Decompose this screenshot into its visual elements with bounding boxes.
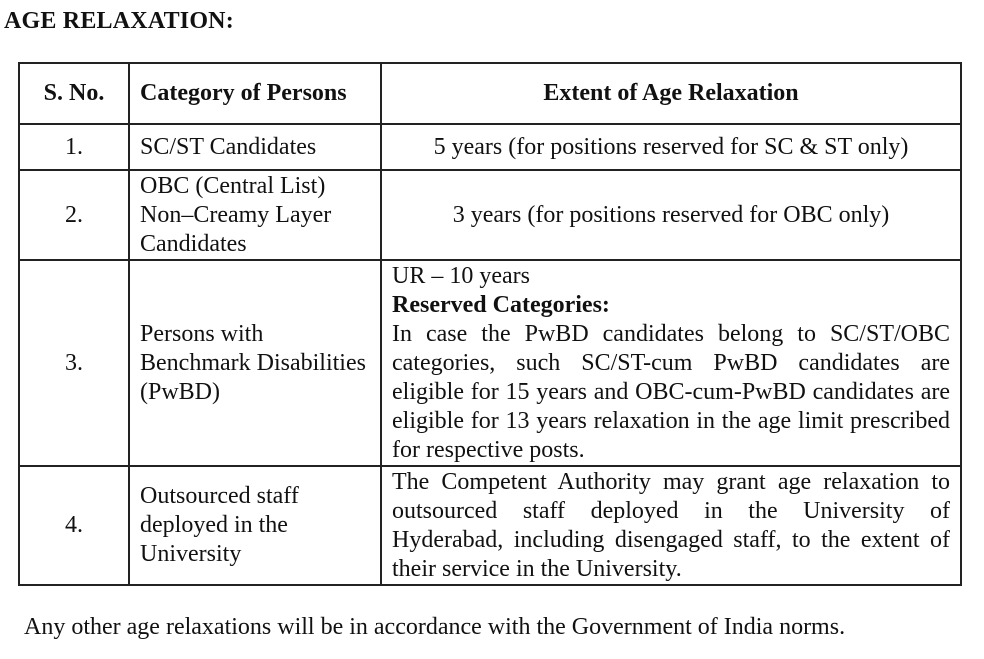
cell-extent: 5 years (for positions reserved for SC & ST only) [381, 124, 961, 170]
footer-note: Any other age relaxations will be in accordance with the Government of India norms. [24, 614, 846, 640]
table-row [19, 170, 961, 260]
cell-sno: 2. [19, 170, 129, 260]
table-row [19, 124, 961, 170]
header-sno: S. No. [19, 63, 129, 124]
header-extent: Extent of Age Relaxation [381, 63, 961, 124]
extent-body: In case the PwBD candidates belong to SC/ST/OBC categories, such SC/ST-cum PwBD candidates are eligible for 15 years and OBC-cum-PwBD candidates are eligible for 13 years relaxation in the age limit prescribed for respective posts. [392, 321, 950, 463]
cell-sno: 3. [19, 260, 129, 466]
cell-extent: 3 years (for positions reserved for OBC only) [381, 170, 961, 260]
cell-category: Outsourced staff deployed in the University [129, 466, 381, 585]
cell-sno: 4. [19, 466, 129, 585]
cell-category: OBC (Central List) Non–Creamy Layer Candidates [129, 170, 381, 260]
page-heading: AGE RELAXATION: [4, 8, 234, 34]
cell-extent [381, 260, 961, 466]
cell-category: SC/ST Candidates [129, 124, 381, 170]
extent-subheading: Reserved Categories: [392, 292, 610, 318]
table-row [19, 260, 961, 466]
cell-extent: The Competent Authority may grant age relaxation to outsourced staff deployed in the University of Hyderabad, including disengaged staff, to the extent of their service in the University. [381, 466, 961, 585]
table-header-row [19, 63, 961, 124]
table-row [19, 466, 961, 585]
age-relaxation-table [18, 62, 962, 586]
extent-ur-line: UR – 10 years [392, 263, 530, 289]
cell-sno: 1. [19, 124, 129, 170]
cell-category: Persons with Benchmark Disabilities (PwBD) [129, 260, 381, 466]
header-category: Category of Persons [129, 63, 381, 124]
